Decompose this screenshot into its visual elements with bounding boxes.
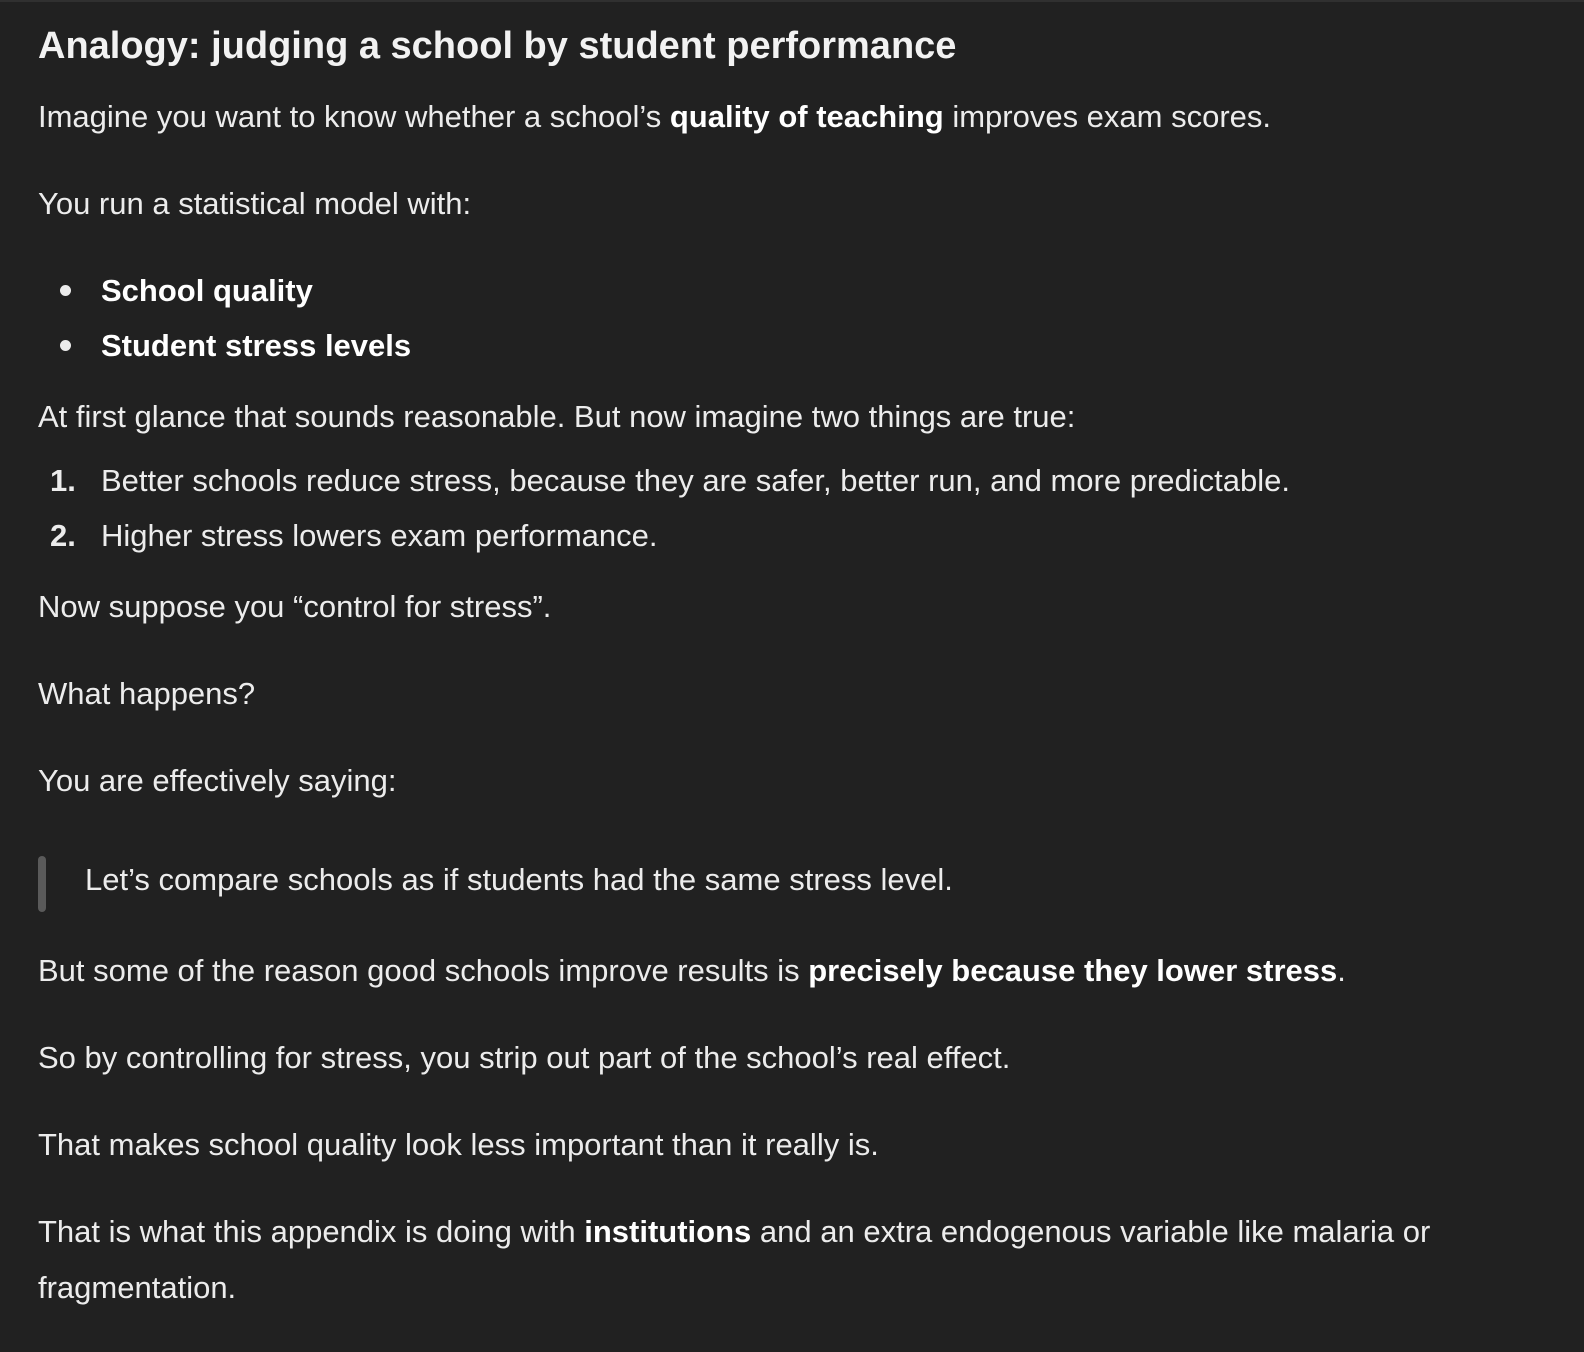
list-number: 2.	[50, 518, 76, 553]
bullet-item-label: Student stress levels	[101, 328, 412, 363]
control-paragraph: Now suppose you “control for stress”.	[38, 589, 552, 624]
appendix-text: That is what this appendix is doing with	[38, 1214, 585, 1249]
section-heading: Analogy: judging a school by student performance	[38, 25, 957, 67]
importance-paragraph: That makes school quality look less important than it really is.	[38, 1127, 879, 1162]
glance-paragraph: At first glance that sounds reasonable. But now imagine two things are true:	[38, 399, 1076, 434]
numbered-item-text: Better schools reduce stress, because they are safer, better run, and more predictable.	[101, 463, 1290, 498]
model-paragraph: You run a statistical model with:	[38, 186, 472, 221]
bullet-item-label: School quality	[101, 273, 313, 308]
top-divider	[0, 0, 1584, 2]
intro-text: Imagine you want to know whether a school’s	[38, 99, 670, 134]
appendix-paragraph	[38, 1204, 1538, 1316]
reason-text-end: .	[1337, 953, 1346, 988]
bullet-dot	[60, 285, 71, 296]
bullet-dot	[60, 340, 71, 351]
blockquote-bar	[38, 856, 46, 912]
intro-bold: quality of teaching	[669, 99, 944, 134]
appendix-text-end: and an extra endogenous variable like malaria or fragmentation.	[38, 1214, 1431, 1305]
list-number: 1.	[50, 463, 76, 498]
blockquote: Let’s compare schools as if students had the same stress level.	[85, 862, 953, 897]
intro-paragraph	[38, 89, 1271, 145]
numbered-item-text: Higher stress lowers exam performance.	[101, 518, 658, 553]
appendix-bold: institutions	[584, 1214, 752, 1249]
reason-paragraph	[38, 943, 1346, 999]
reason-bold: precisely because they lower stress	[808, 953, 1338, 988]
strip-paragraph: So by controlling for stress, you strip out part of the school’s real effect.	[38, 1040, 1011, 1075]
intro-text-end: improves exam scores.	[943, 99, 1272, 134]
reason-text: But some of the reason good schools improve results is	[38, 953, 809, 988]
question-paragraph: What happens?	[38, 676, 256, 711]
saying-paragraph: You are effectively saying:	[38, 763, 397, 798]
